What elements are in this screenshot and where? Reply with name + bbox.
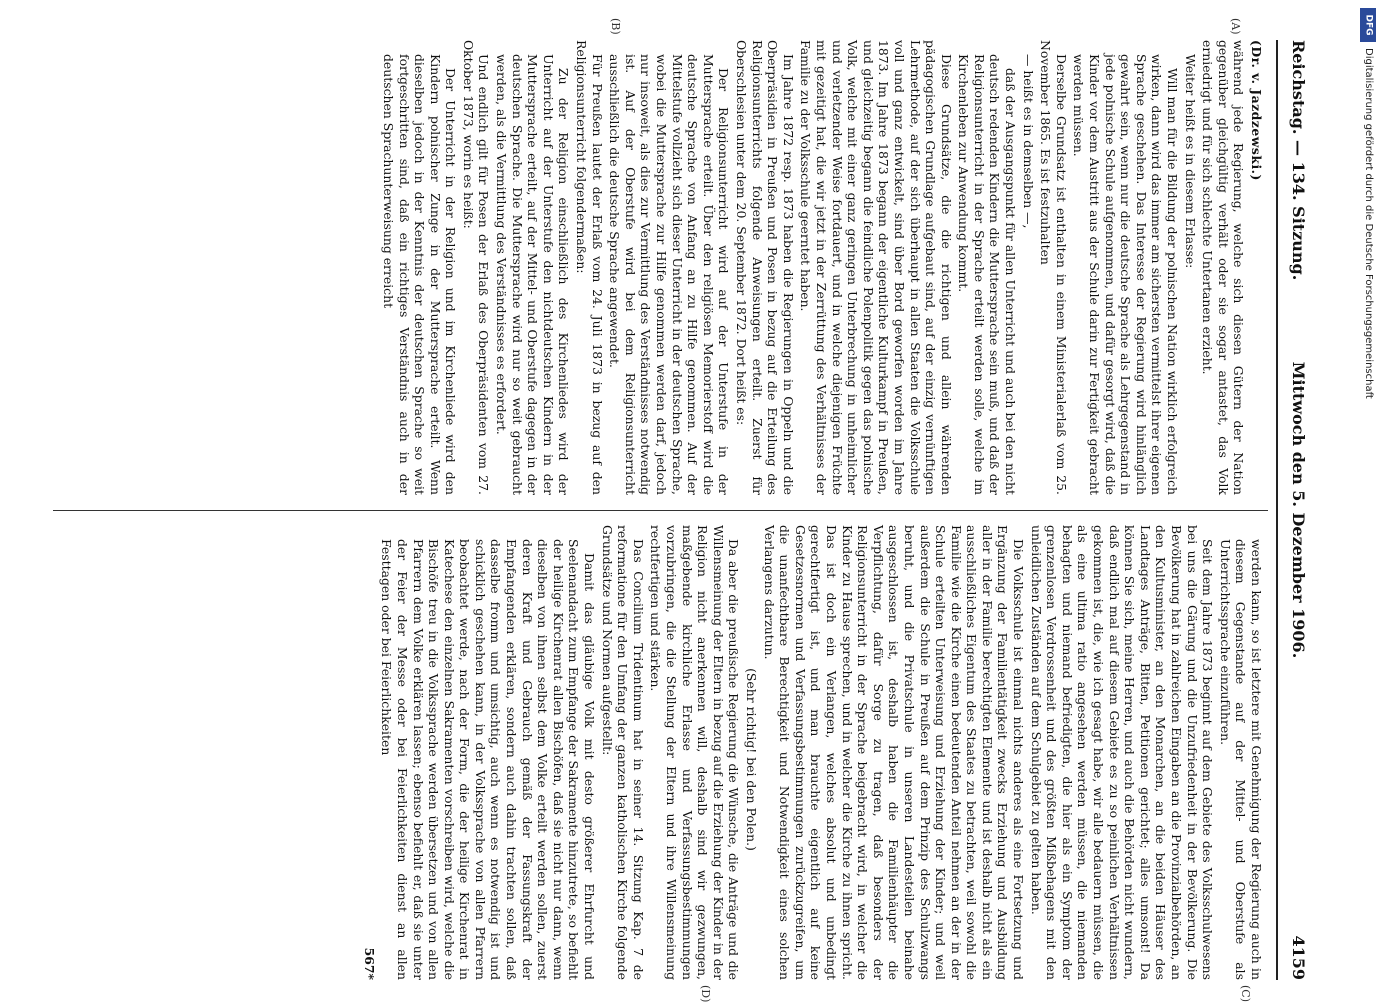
paragraph: Und endlich gilt für Posen der Erlaß des Oberpräsidenten vom 27. Oktober 1873, worin es heißt: [460, 40, 492, 495]
quote-paragraph: Der Unterricht in der Religion und im Kirchenliede wird den Kindern polnischer Zunge in der Muttersprache erteilt. Wenn dieselben jedoch in der Kenntnis der deutschen Sprache so weit fortgeschritten sind, daß ein richtiges Verständnis auch in der deutschen Sprachunterweisung erreicht [380, 54, 459, 495]
margin-marker-d: (D) [699, 985, 712, 1002]
credit-text: Digitalisierung gefördert durch die Deutsche Forschungsgemeinschaft [1363, 48, 1374, 399]
quote-paragraph: Zu der Religion einschließlich des Kirchenliedes wird der Unterricht auf der Unterstufe den nichtdeutschen Kindern in der Muttersprache erteilt, auf der Mittel- und Oberstufe dagegen in der deutschen Sprache. Die Muttersprache wird nur so weit gebraucht werden, als die Vermittlung des Verständnisses es erfordert. [494, 54, 572, 495]
quote-paragraph: werden kann, so ist letztere mit Genehmigung der Regierung auch in diesem Gegenstande auf der Mittel- und Oberstufe als Unterrichtssprache einzuführen. [1217, 539, 1264, 980]
header-rule [1276, 40, 1278, 980]
paragraph: Das Concilium Tridentinum hat in seiner 14. Sitzung Kap. 7 de reformatione für den Umfang der ganzen katholischen Kirche folgende Grundsätze und Normen aufgestellt: [599, 525, 646, 980]
speaker-label: (Dr. v. Jazdzewski.) [1249, 40, 1264, 181]
page-header [1282, 40, 1312, 980]
paragraph: Derselbe Grundsatz ist enthalten in einem Ministerialerlaß vom 25. November 1865. Es ist festzuhalten [1038, 40, 1069, 495]
paragraph: Für Preußen lautet der Erlaß vom 24. Juli 1873 in bezug auf den Religionsunterricht folgendermaßen: [574, 40, 605, 495]
digitization-credit [1360, 8, 1378, 988]
dfg-logo: DFG [1360, 8, 1376, 42]
quote-paragraph: Damit das gläubige Volk mit desto größerer Ehrfurcht und Seelenandacht zum Empfange der Sakramente hinzutrete, so befiehlt der heilige Kirchenrat allen Bischöfen, daß sie nicht nur dann, wenn dieselben von ihnen selbst dem Volke erteilt werden sollen, zuerst deren Kraft und Gebrauch gemäß der Fassungskraft der Empfangenden erklären, sondern auch dahin trachten sollen, daß dasselbe fromm und umsichtig, auch wenn es notwendig ist und schicklich geschehen kann, in der Volkssprache von allen Pfarrern beobachtet werde, nach der Form, die der heilige Kirchenrat in Katechese den einzelnen Sakramenten vorschreiben wird, welche die Bischöfe treu in die Volkssprache werden übersetzen und von allen Pfarrern dem Volke erklären lassen; ebenso befiehlt er, daß sie unter der Feier der Messe oder bei Feierlichkeiten dienst an allen Festtagen oder bei Feierlichkeiten [379, 539, 598, 980]
quote-paragraph: daß der Ausgangspunkt für allen Unterricht und auch bei den nicht deutsch redenden Kindern die Muttersprache sein muß, und daß der Religionsunterricht in der Sprache erteilt werden solle, welche im Kirchenleben zur Anwendung kommt. [956, 54, 1019, 495]
quote-paragraph: Der Religionsunterricht wird auf der Unterstufe in der Muttersprache erteilt. Über den religiösen Memorierstoff wird die deutsche Sprache von Anfang an zu Hilfe genommen. Auf der Mittelstufe vollzieht sich dieser Unterricht in der deutschen Sprache, wobei die Muttersprache zur Hilfe genommen werden darf, jedoch nur insoweit, als dies zur Vermittlung des Verständnisses notwendig ist. Auf der Oberstufe wird bei dem Religionsunterricht ausschließlich die deutsche Sprache angewendet. [607, 54, 732, 495]
right-column [359, 525, 1264, 980]
paragraph: — heißt es in demselben —, [1020, 54, 1036, 229]
quote-paragraph: Will man für die Bildung der polnischen Nation wirklich erfolgreich wirken, dann wird das immer am sichersten vermittelst ihrer eigenen Sprache geschehen. Das Interesse der Regierung wird hinlänglich gewahrt sein, wenn nur die deutsche Sprache als Lehrgegenstand in jede polnische Schule aufgenommen, und dafür gesorgt wird, daß die Kinder vor dem Austritt aus der Schule darin zur Fertigkeit gebracht werden müssen. [1071, 54, 1181, 495]
paragraph: Die Volksschule ist einmal nichts anderes als eine Fortsetzung und Ergänzung der Familientätigkeit zwecks Erziehung und Ausbildung aller in der Familie berechtigten Elemente und ist deshalb nicht als ein ausschließliches Eigentum des Staates zu betrachten, weil sowohl die Familie wie die Kirche einen bedeutenden Anteil nehmen an der in der Schule erteilten Unterweisung und Erziehung der Kinder; und weil außerdem die Schule in Preußen auf dem Prinzip des Schulzwangs beruht, und die Privatschule in unseren Landesteilen beinahe ausgeschlossen ist, deshalb haben die Familienhäupter die Verpflichtung, dafür Sorge zu tragen, daß besonders der Religionsunterricht in der Sprache beigebracht wird, in welcher die Kinder zu Hause sprechen, und in welcher die Kirche zu ihnen spricht. Das ist doch ein Verlangen, welches absolut und unbedingt gerechtfertigt ist, und man brauchte eigentlich auf keine Gesetzesnormen und Verfassungsbestimmungen zurückzugreifen, um die unanfechtbare Berechtigkeit und Notwendigkeit eines solchen Verlangens darzutun. [761, 525, 1027, 980]
left-column [378, 40, 1264, 495]
page-signature: 567* [361, 947, 377, 980]
column-divider [53, 510, 1268, 511]
page-number: 4159 [1289, 935, 1308, 980]
margin-marker-c: (C) [1239, 985, 1252, 1002]
paragraph: Seit dem Jahre 1873 beginnt auf dem Gebiete des Volksschulwesens bei uns die Gärung und die Unzufriedenheit in der Bevölkerung. Die Bevölkerung hat in zahlreichen Eingaben an die Provinzialbehörden, an den Kultusminister, an den Monarchen, an die beiden Häuser des Landtages Anträge, Bitten, Petitionen gerichtet; alles umsonst! Da können Sie sich, meine Herren, und auch die Behörden nicht wundern, daß endlich mal auf diesem Gebiete es zu so peinlichen Verhältnissen gekommen ist, die, wie ich gesagt habe, wir alle bedauern müssen, die als eine ultima ratio angesehen werden müssen, die niemanden behagten und niemand befriedigten, die hier als ein Symptom der grenzenlosen Verdrossenheit und des größten Mißbehagens mit den unleidlichen Zuständen auf dem Schulgebiet zu gelten haben. [1028, 525, 1216, 980]
paragraph: Weiter heißt es in diesem Erlasse: [1182, 54, 1198, 269]
margin-marker-b: (B) [609, 18, 622, 35]
paragraph: während jede Regierung, welche sich diesen Gütern der Nation gegenüber gleichgültig verhält oder sie sogar antastet, das Volk erniedrigt und für sich schlechte Untertanen erzieht. [1200, 40, 1247, 495]
header-left: Reichstag. — 134. Sitzung. [1289, 40, 1308, 281]
rotated-page-content [42, 18, 1312, 1002]
paragraph: Da aber die preußische Regierung die Wünsche, die Anträge und die Willensmeinung der Eltern in bezug auf die Erziehung der Kinder in der Religion nicht anerkennen will, deshalb sind wir gezwungen, maßgebende kirchliche Erlasse und Verfassungsbestimmungen vorzubringen, die die Stellung der Eltern und ihre Willensmeinung rechtfertigen und stärken. [648, 525, 742, 980]
interjection: (Sehr richtig! bei den Polen.) [744, 668, 759, 851]
header-date: Mittwoch den 5. Dezember 1906. [1289, 361, 1308, 659]
paragraph: Diese Grundsätze, die die richtigen und allein währenden pädagogischen Grundlage aufgebaut sind, auf der einzig vernünftigen Lehrmethode, auf der sich überhaupt in allen Staaten die Volksschule voll und ganz entwickelt, sind über Bord geworfen worden im Jahre 1873. Im Jahre 1873 begann der eigentliche Kulturkampf in Preußen, und gleichzeitig begann die feindliche Polenpolitik gegen das polnische Volk, welche mit einer ganz geringen Unterbrechung in unheimlicher und verletzender Weise fortdauert, und in welche diejenigen Früchte mit gezeitigt hat, die wir jetzt in der Zerrüttung des Verhältnisses der Familie zu der Volksschule geerntet haben. [798, 40, 954, 495]
margin-marker-a: (A) [1229, 18, 1242, 35]
paragraph: Im Jahre 1872 resp. 1873 haben die Regierungen in Oppeln und die Oberpräsidien in Preußen und Posen in bezug auf die Erteilung des Religionsunterrichts folgende Anweisungen erteilt. Zuerst für Oberschlesien unter dem 20. September 1872. Dort heißt es: [734, 40, 796, 495]
